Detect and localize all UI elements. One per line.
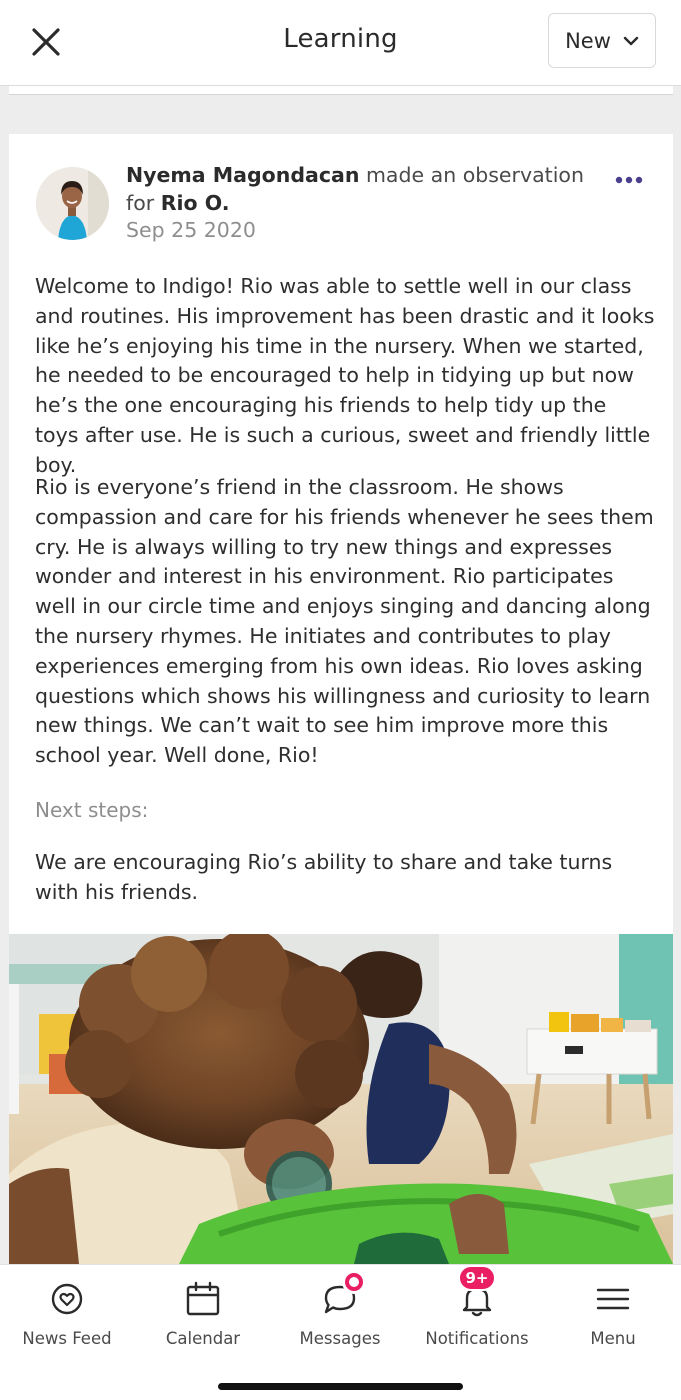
- previous-card-edge: [9, 86, 673, 95]
- notifications-count-badge: 9+: [458, 1265, 496, 1291]
- action-text: made an observation: [359, 163, 584, 187]
- calendar-icon: [183, 1279, 223, 1319]
- nav-notifications-label: Notifications: [425, 1329, 529, 1348]
- post-author-line: [126, 161, 596, 217]
- nav-menu[interactable]: [545, 1265, 681, 1355]
- more-horizontal-icon: [613, 170, 645, 190]
- nav-calendar-label: Calendar: [165, 1329, 241, 1348]
- next-steps-label: Next steps:: [35, 798, 149, 822]
- observation-card: [9, 134, 673, 1264]
- observation-paragraph-1: Welcome to Indigo! Rio was able to settle well in our class and routines. His improvement has been drastic and it looks like he’s enjoying his time in the nursery. When we started, he needed to be encouraged to help in tidying up but now he’s the one encouraging his friends to help tidy up the toys after use. He is such a curious, sweet and friendly little boy.: [35, 274, 655, 477]
- messages-unread-dot: [342, 1270, 366, 1294]
- top-bar: [0, 0, 681, 86]
- next-steps-text: We are encouraging Rio’s ability to share and take turns with his friends.: [35, 850, 613, 904]
- nav-messages[interactable]: [272, 1265, 408, 1355]
- observation-photo-image: [9, 934, 673, 1264]
- nav-calendar[interactable]: [135, 1265, 271, 1355]
- nav-menu-icon-wrap: [593, 1279, 633, 1319]
- page-title: Learning: [283, 24, 398, 54]
- nav-news-feed-label: News Feed: [22, 1329, 112, 1348]
- for-text: for: [126, 191, 161, 215]
- chevron-down-icon: [623, 35, 639, 47]
- observation-paragraph-2: Rio is everyone’s friend in the classroom. He shows compassion and care for his friends whenever he sees them cry. He is always willing to try new things and expresses wonder and interest in his environment. Rio participates well in our circle time and enjoys singing and dancing along the nursery rhymes. He initiates and contributes to play experiences emerging from his own ideas. Rio loves asking questions which shows his willingness and curiosity to learn new things. We can’t wait to see him improve more this school year. Well done, Rio!: [35, 475, 654, 768]
- new-button-label: New: [565, 28, 611, 53]
- home-indicator[interactable]: [218, 1383, 463, 1390]
- avatar-photo: [36, 167, 109, 240]
- new-dropdown-button[interactable]: [548, 13, 656, 68]
- bottom-navigation: [0, 1264, 681, 1400]
- nav-messages-label: Messages: [299, 1329, 381, 1348]
- author-avatar[interactable]: [36, 167, 109, 240]
- nav-notifications[interactable]: [409, 1265, 545, 1355]
- heart-circle-icon: [47, 1279, 87, 1319]
- more-options-button[interactable]: [613, 170, 645, 190]
- observation-photo[interactable]: [9, 934, 673, 1264]
- nav-news-feed[interactable]: [0, 1265, 135, 1355]
- nav-messages-icon-wrap: [320, 1279, 360, 1319]
- author-name[interactable]: Nyema Magondacan: [126, 163, 360, 187]
- nav-news-feed-icon-wrap: [47, 1279, 87, 1319]
- nav-calendar-icon-wrap: [183, 1279, 223, 1319]
- child-name[interactable]: Rio O.: [160, 191, 230, 215]
- nav-menu-label: Menu: [590, 1329, 636, 1348]
- post-date: Sep 25 2020: [126, 218, 256, 242]
- nav-notifications-icon-wrap: [457, 1269, 497, 1319]
- hamburger-menu-icon: [593, 1279, 633, 1319]
